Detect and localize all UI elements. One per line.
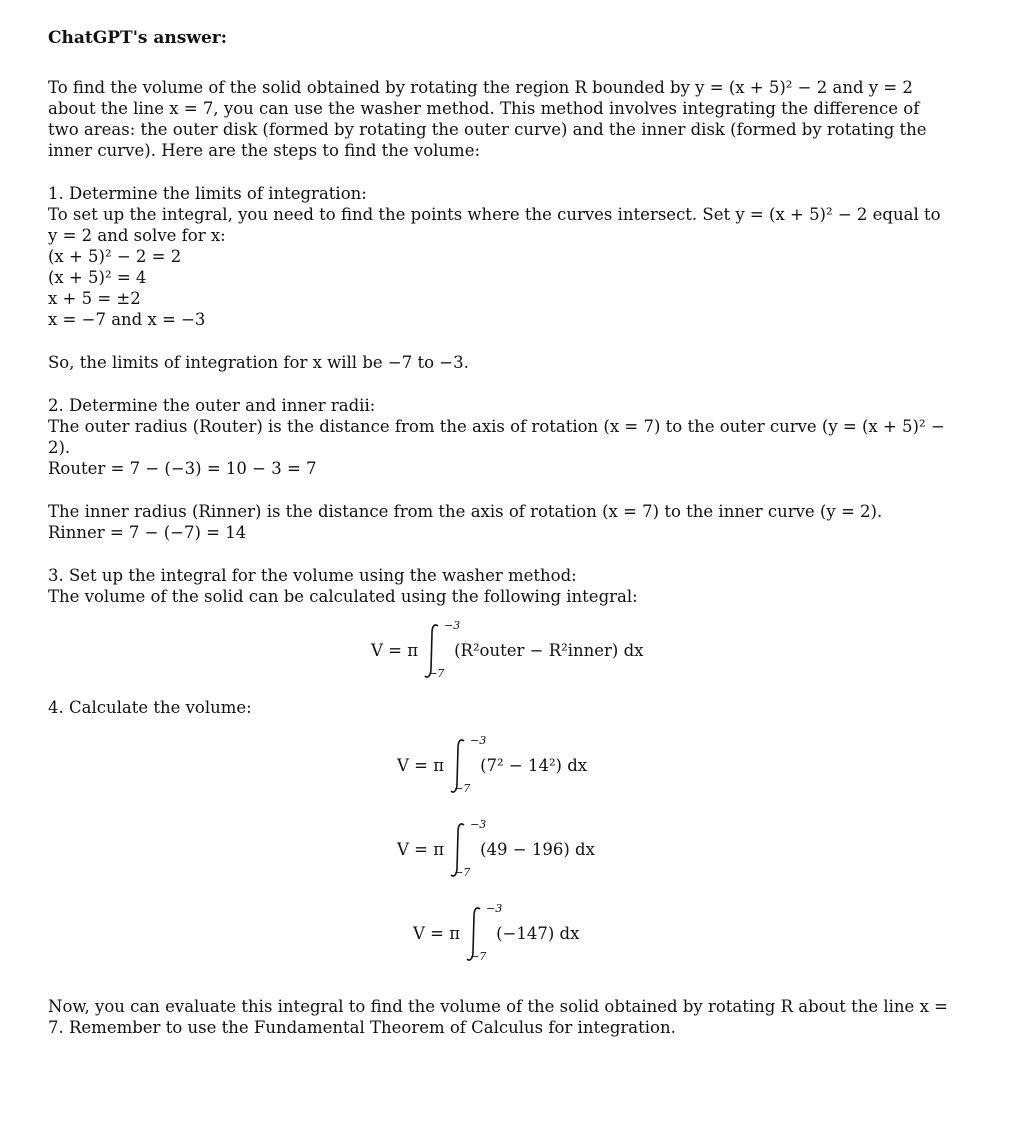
step-2-outer-text: The outer radius (Router) is the distance from the axis of rotation (x = 7) to the outer curve (y = (x + 5)² − 2).	[48, 417, 945, 457]
document-page	[48, 28, 948, 1038]
step-1-conclusion: So, the limits of integration for x will be −7 to −3.	[48, 353, 469, 372]
closing-paragraph: Now, you can evaluate this integral to find the volume of the solid obtained by rotating R about the line x = 7. Remember to use the Fundamental Theorem of Calculus for integration.	[48, 997, 948, 1037]
lower-limit: −7	[470, 950, 487, 963]
step-2-title: 2. Determine the outer and inner radii:	[48, 396, 376, 415]
intro-paragraph: To find the volume of the solid obtained by rotating the region R bounded by y = (x + 5)² − 2 and y = 2 about the line x = 7, you can use the washer method. This method involves integrating the difference of two areas: the outer disk (formed by rotating the outer curve) and the inner disk (formed by rotating the inner curve). Here are the steps to find the volume:	[48, 78, 927, 160]
step-3-text: The volume of the solid can be calculated using the following integral:	[48, 587, 638, 606]
equation-lhs: V = π	[413, 923, 461, 943]
upper-limit: −3	[486, 902, 503, 915]
step-2	[48, 395, 948, 479]
upper-limit: −3	[470, 734, 487, 747]
step-1-text: To set up the integral, you need to find the points where the curves intersect. Set y = (x + 5)² − 2 equal to y = 2 and solve for x:	[48, 205, 941, 245]
step-1-line-2: (x + 5)² = 4	[48, 268, 147, 287]
step-1-line-1: (x + 5)² − 2 = 2	[48, 247, 182, 266]
step-1	[48, 183, 948, 330]
lower-limit: −7	[454, 782, 471, 795]
step-1-title: 1. Determine the limits of integration:	[48, 184, 367, 203]
step-4-title: 4. Calculate the volume:	[48, 698, 252, 717]
step-2-inner-text: The inner radius (Rinner) is the distance from the axis of rotation (x = 7) to the inner curve (y = 2).	[48, 502, 883, 521]
step-2-outer-calc: Router = 7 − (−3) = 10 − 3 = 7	[48, 459, 317, 478]
step-3	[48, 565, 948, 607]
volume-integral-3	[48, 900, 948, 970]
integrand-1: (7² − 14²) dx	[480, 755, 588, 775]
equation-lhs: V = π	[371, 640, 419, 660]
volume-integral-2	[48, 816, 948, 886]
volume-integral-1	[48, 732, 948, 802]
step-1-line-4: x = −7 and x = −3	[48, 310, 206, 329]
integrand-2: (49 − 196) dx	[480, 839, 595, 859]
integral-sign	[448, 818, 487, 879]
integral-sign	[464, 902, 503, 963]
integrand-general: (R²outer − R²inner) dx	[454, 640, 644, 660]
integrand-3: (−147) dx	[496, 923, 580, 943]
integral-sign	[422, 619, 461, 680]
upper-limit: −3	[470, 818, 487, 831]
step-2-inner-calc: Rinner = 7 − (−7) = 14	[48, 523, 247, 542]
integral-sign	[448, 734, 487, 795]
equation-lhs: V = π	[397, 839, 445, 859]
answer-heading: ChatGPT's answer:	[48, 28, 228, 48]
lower-limit: −7	[428, 667, 445, 680]
equation-lhs: V = π	[397, 755, 445, 775]
step-2-inner	[48, 501, 948, 543]
lower-limit: −7	[454, 866, 471, 879]
step-1-line-3: x + 5 = ±2	[48, 289, 141, 308]
volume-integral-general	[48, 617, 948, 687]
step-3-title: 3. Set up the integral for the volume using the washer method:	[48, 566, 577, 585]
upper-limit: −3	[444, 619, 461, 632]
